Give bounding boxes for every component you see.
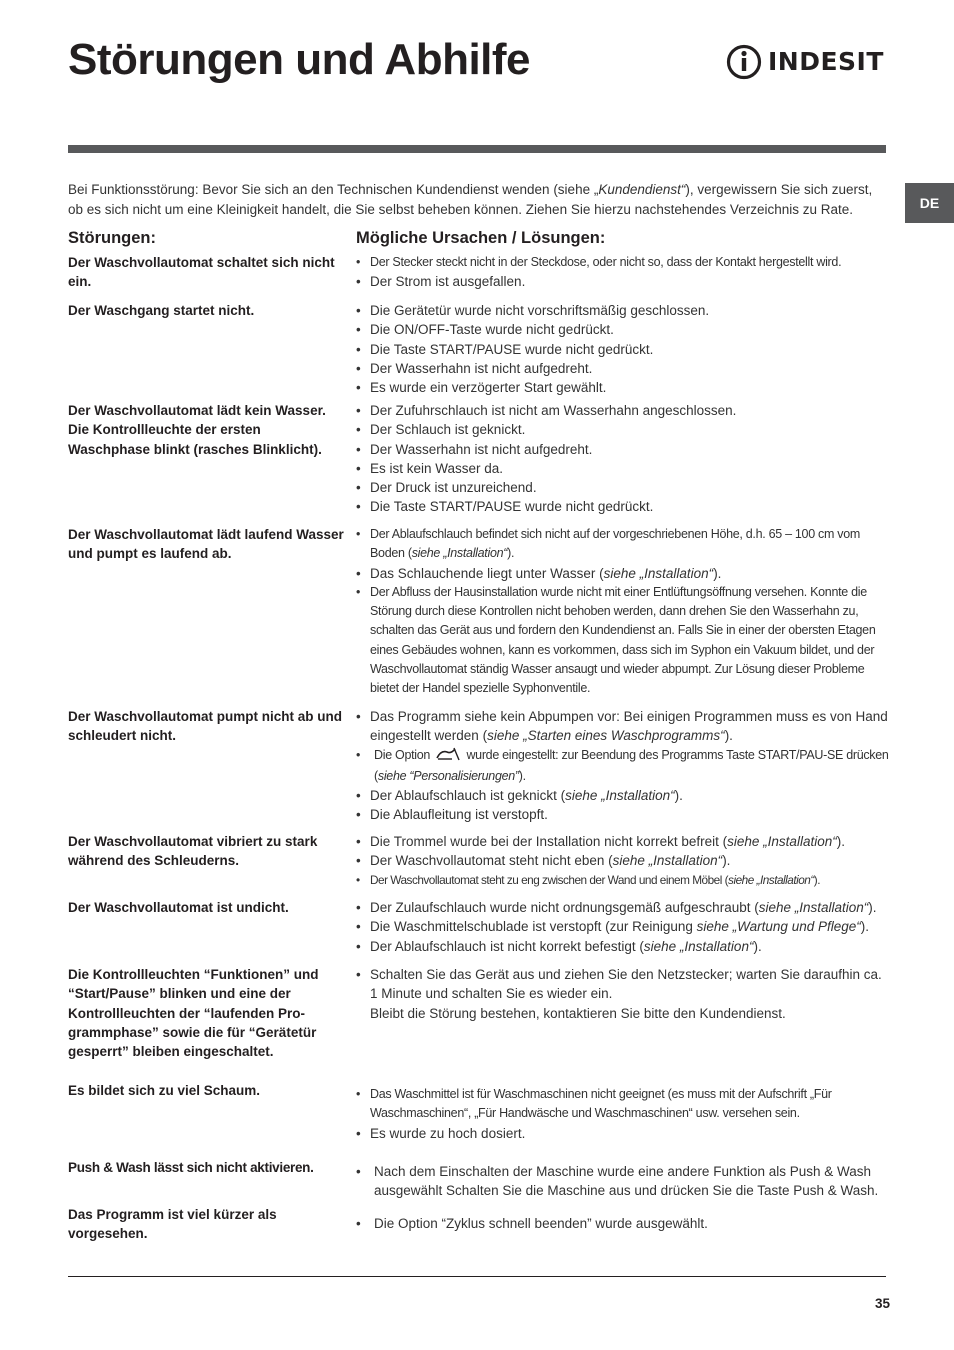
cause-item: • Der Waschvollautomat steht nicht eben (siehe „Installation“). xyxy=(356,851,890,870)
intro-paragraph xyxy=(68,180,890,220)
problems-heading: Störungen: xyxy=(68,229,156,247)
problem-text: Der Waschvollautomat schaltet sich nicht ein. xyxy=(68,255,335,290)
problem-text: Es bildet sich zu viel Schaum. xyxy=(68,1083,261,1098)
problem-text: Push & Wash lässt sich nicht aktivieren. xyxy=(68,1160,314,1175)
problem-text: Der Waschvollautomat lädt laufend Wasser und pumpt es laufend ab. xyxy=(68,527,344,562)
cause-item: • Der Waschvollautomat steht zu eng zwischen der Wand und einem Möbel (siehe „Installation“). xyxy=(356,871,890,890)
page-number: 35 xyxy=(874,1296,890,1311)
brand-logo xyxy=(726,40,884,84)
intro-text-1: Bei Funktionsstörung: Bevor Sie sich an den Technischen Kundendienst wenden (siehe „ xyxy=(68,182,599,197)
cause-item: • Das Programm siehe kein Abpumpen vor: Bei einigen Programmen muss es von Hand eingestellt werden (siehe „Starten eines Waschprogramms“). xyxy=(356,707,890,746)
causes-list xyxy=(356,707,890,825)
causes-list xyxy=(356,898,890,956)
problem-text: Der Waschvollautomat ist undicht. xyxy=(68,900,289,915)
causes-list xyxy=(356,525,890,699)
cause-item: • Der Strom ist ausgefallen. xyxy=(356,272,890,291)
cause-item: • Schalten Sie das Gerät aus und ziehen Sie den Netzstecker; warten Sie daraufhin ca. 1 Minute und schalten Sie es wieder ein. xyxy=(356,965,890,1004)
cause-item: • Die ON/OFF-Taste wurde nicht gedrückt. xyxy=(356,320,890,339)
page-title: Störungen und Abhilfe xyxy=(68,35,531,84)
causes-list xyxy=(356,401,890,517)
problem-text: Die Kontrollleuchten “Funktionen” und “Start/Pause” blinken und eine der Kontrollleuchten der “laufenden Pro-grammphase” sowie die für “Gerätetür gesperrt” bleiben eingeschaltet. xyxy=(68,967,319,1060)
cause-item: • Es wurde zu hoch dosiert. xyxy=(356,1124,890,1143)
problem-text: Das Programm ist viel kürzer als vorgesehen. xyxy=(68,1207,277,1242)
cause-item: • Der Zulaufschlauch wurde nicht ordnungsgemäß aufgeschraubt (siehe „Installation“). xyxy=(356,898,890,917)
cause-item: • Der Stecker steckt nicht in der Steckdose, oder nicht so, dass der Kontakt hergestellt wird. xyxy=(356,253,890,272)
cause-item: • Das Schlauchende liegt unter Wasser (siehe „Installation“). xyxy=(356,564,890,583)
problem-text: Der Waschvollautomat lädt kein Wasser. Die Kontrollleuchte der ersten Waschphase blinkt (rasches Blinklicht). xyxy=(68,403,326,457)
problem-text: Der Waschgang startet nicht. xyxy=(68,303,255,318)
indesit-i-icon xyxy=(726,42,762,82)
intro-text-2: ), vergewissern Sie sich zuerst, ob es sich nicht um eine Kleinigkeit handelt, die Sie selbst beheben können. Ziehen Sie hierzu nachstehendes Verzeichnis zu Rate. xyxy=(68,182,873,217)
cause-item: • Der Ablaufschlauch befindet sich nicht auf der vorgeschriebenen Höhe, d.h. 65 – 100 cm vom Boden (siehe „Installation“). xyxy=(356,525,890,564)
cause-item: • Nach dem Einschalten der Maschine wurde eine andere Funktion als Push & Wash ausgewählt Schalten Sie die Maschine aus und drücken Sie die Taste Push & Wash. xyxy=(356,1162,890,1201)
header-divider xyxy=(68,145,886,153)
cause-item: • Es wurde ein verzögerter Start gewählt. xyxy=(356,378,890,397)
problem-text: Der Waschvollautomat pumpt nicht ab und schleudert nicht. xyxy=(68,709,343,744)
causes-list xyxy=(356,1085,890,1143)
cause-item: • Der Wasserhahn ist nicht aufgedreht. xyxy=(356,359,890,378)
cause-item: • Die Trommel wurde bei der Installation nicht korrekt befreit (siehe „Installation“). xyxy=(356,832,890,851)
causes-list xyxy=(356,832,890,890)
causes-list xyxy=(356,1162,890,1201)
causes-list xyxy=(356,1214,890,1233)
cause-item: • Die Waschmittelschublade ist verstopft (zur Reinigung siehe „Wartung und Pflege“). xyxy=(356,917,890,936)
cause-item: • Die Option “Zyklus schnell beenden” wurde ausgewählt. xyxy=(356,1214,890,1233)
cause-item: • Das Waschmittel ist für Waschmaschinen nicht geeignet (es muss mit der Aufschrift „Für Waschmaschinen“, „Für Handwäsche und Waschmaschinen“ usw. versehen sein. xyxy=(356,1085,890,1124)
cause-item: • Die Option wurde eingestellt: zur Beendung des Programms Taste START/PAU-SE drücken (siehe “Personalisierungen”). xyxy=(356,746,890,787)
cause-item: Bleibt die Störung bestehen, kontaktieren Sie bitte den Kundendienst. xyxy=(370,1005,786,1021)
brand-name: INDESIT xyxy=(768,47,884,76)
cause-item: • Der Abfluss der Hausinstallation wurde nicht mit einer Entlüftungsöffnung versehen. Konnte die Störung durch diese Kontrollen nicht behoben werden, dann drehen Sie den Wasserhahn zu, schalten das Gerät aus und fordern den Kundendienst an. Falls Sie in einer der obersten Etagen eines Gebäudes wohnen, kann es vorkommen, dass sich im Syphon ein Vakuum bildet, und der Waschvollautomat ständig Wasser ansaugt und wieder abpumpt. Zur Lösung dieser Probleme bietet der Handel spezielle Syphonventile. xyxy=(356,583,890,699)
cause-item: • Die Gerätetür wurde nicht vorschriftsmäßig geschlossen. xyxy=(356,301,890,320)
causes-list xyxy=(356,301,890,397)
cause-item: • Der Ablaufschlauch ist geknickt (siehe „Installation“). xyxy=(356,786,890,805)
cause-item: • Die Ablaufleitung ist verstopft. xyxy=(356,805,890,824)
cause-item: • Der Wasserhahn ist nicht aufgedreht. xyxy=(356,440,890,459)
causes-heading: Mögliche Ursachen / Lösungen: xyxy=(356,229,606,247)
cause-item: • Es ist kein Wasser da. xyxy=(356,459,890,478)
causes-list xyxy=(356,965,890,1023)
cause-item: • Der Zufuhrschlauch ist nicht am Wasserhahn angeschlossen. xyxy=(356,401,890,420)
footer-divider xyxy=(68,1276,886,1277)
no-spin-option-icon xyxy=(435,747,461,767)
language-tab: DE xyxy=(905,183,954,223)
cause-item: • Der Ablaufschlauch ist nicht korrekt befestigt (siehe „Installation“). xyxy=(356,937,890,956)
cause-item: • Der Schlauch ist geknickt. xyxy=(356,420,890,439)
causes-list xyxy=(356,253,890,292)
cause-item: • Die Taste START/PAUSE wurde nicht gedrückt. xyxy=(356,497,890,516)
cause-item: • Die Taste START/PAUSE wurde nicht gedrückt. xyxy=(356,340,890,359)
intro-reference: Kundendienst“ xyxy=(598,182,686,197)
problem-text: Der Waschvollautomat vibriert zu stark während des Schleuderns. xyxy=(68,834,318,869)
cause-item: • Der Druck ist unzureichend. xyxy=(356,478,890,497)
